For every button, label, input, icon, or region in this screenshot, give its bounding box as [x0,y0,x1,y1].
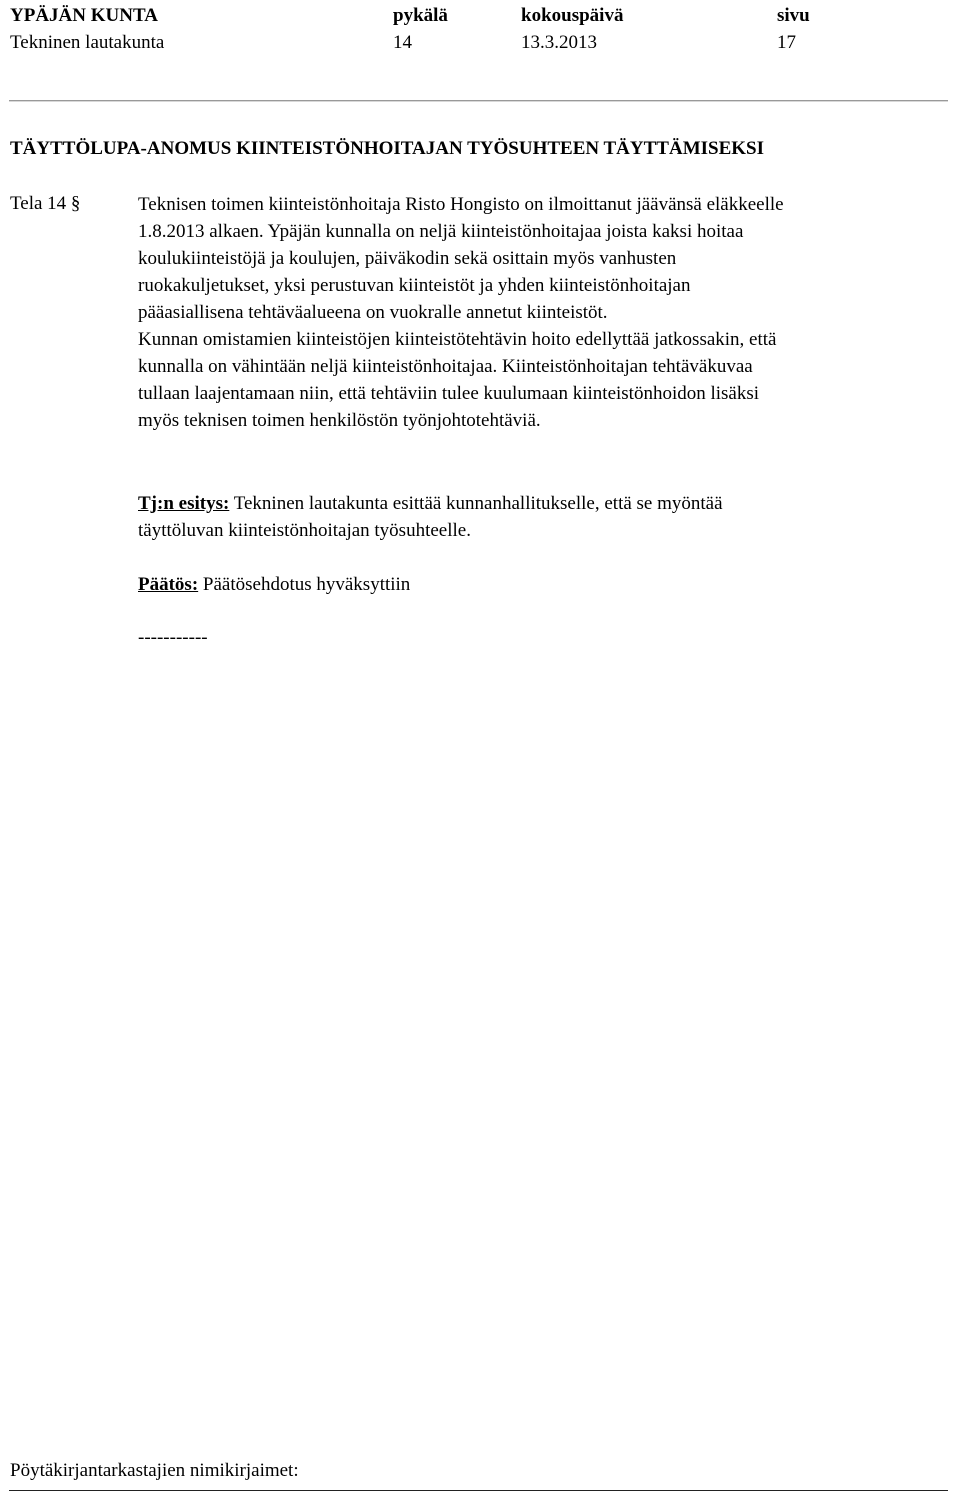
header-divider [9,100,948,102]
page-value: 17 [777,32,796,53]
proposal-section [138,490,938,544]
org-name: YPÄJÄN KUNTA [10,5,158,26]
decision-text: Päätösehdotus hyväksyttiin [198,574,411,595]
proposal-text: Tekninen lautakunta esittää kunnanhallitukselle, että se myöntää [229,493,723,514]
body-line: ruokakuljetukset, yksi perustuvan kiinteistöt ja yhden kiinteistönhoitajan [138,275,691,296]
pykala-label: pykälä [393,5,448,26]
proposal-line-2: täyttöluvan kiinteistönhoitajan työsuhteelle. [138,520,471,541]
section-reference: Tela 14 § [10,193,81,214]
end-separator [138,624,938,651]
body-line: kunnalla on vähintään neljä kiinteistönhoitajaa. Kiinteistönhoitajan tehtäväkuvaa [138,356,753,377]
body-line: Teknisen toimen kiinteistönhoitaja Risto Hongisto on ilmoittanut jäävänsä eläkkeelle [138,194,784,215]
date-label: kokouspäivä [521,5,624,26]
decision-label: Päätös: [138,574,199,595]
decision-line [138,571,938,598]
page-label: sivu [777,5,810,26]
body-text [138,191,938,434]
body-line: Kunnan omistamien kiinteistöjen kiinteistötehtävin hoito edellyttää jatkossakin, että [138,329,777,350]
body-line: koulukiinteistöjä ja koulujen, päiväkodin sekä osittain myös vanhusten [138,248,677,269]
footer-initials-label: Pöytäkirjantarkastajien nimikirjaimet: [10,1460,299,1481]
body-line: 1.8.2013 alkaen. Ypäjän kunnalla on neljä kiinteistönhoitajaa joista kaksi hoitaa [138,221,744,242]
body-line: pääasiallisena tehtäväalueena on vuokralle annetut kiinteistöt. [138,302,608,323]
proposal-label: Tj:n esitys: [138,493,230,514]
decision-section [138,571,938,598]
proposal-line-1 [138,490,938,517]
pykala-value: 14 [393,32,412,53]
separator-text: ----------- [138,627,208,648]
date-value: 13.3.2013 [521,32,597,53]
footer-divider [9,1490,948,1491]
body-line: myös teknisen toimen henkilöstön työnjohtotehtäviä. [138,410,541,431]
body-line: tullaan laajentamaan niin, että tehtäviin tulee kuulumaan kiinteistönhoidon lisäksi [138,383,760,404]
document-title: TÄYTTÖLUPA-ANOMUS KIINTEISTÖNHOITAJAN TYÖSUHTEEN TÄYTTÄMISEKSI [10,138,764,159]
board-name: Tekninen lautakunta [10,32,165,53]
